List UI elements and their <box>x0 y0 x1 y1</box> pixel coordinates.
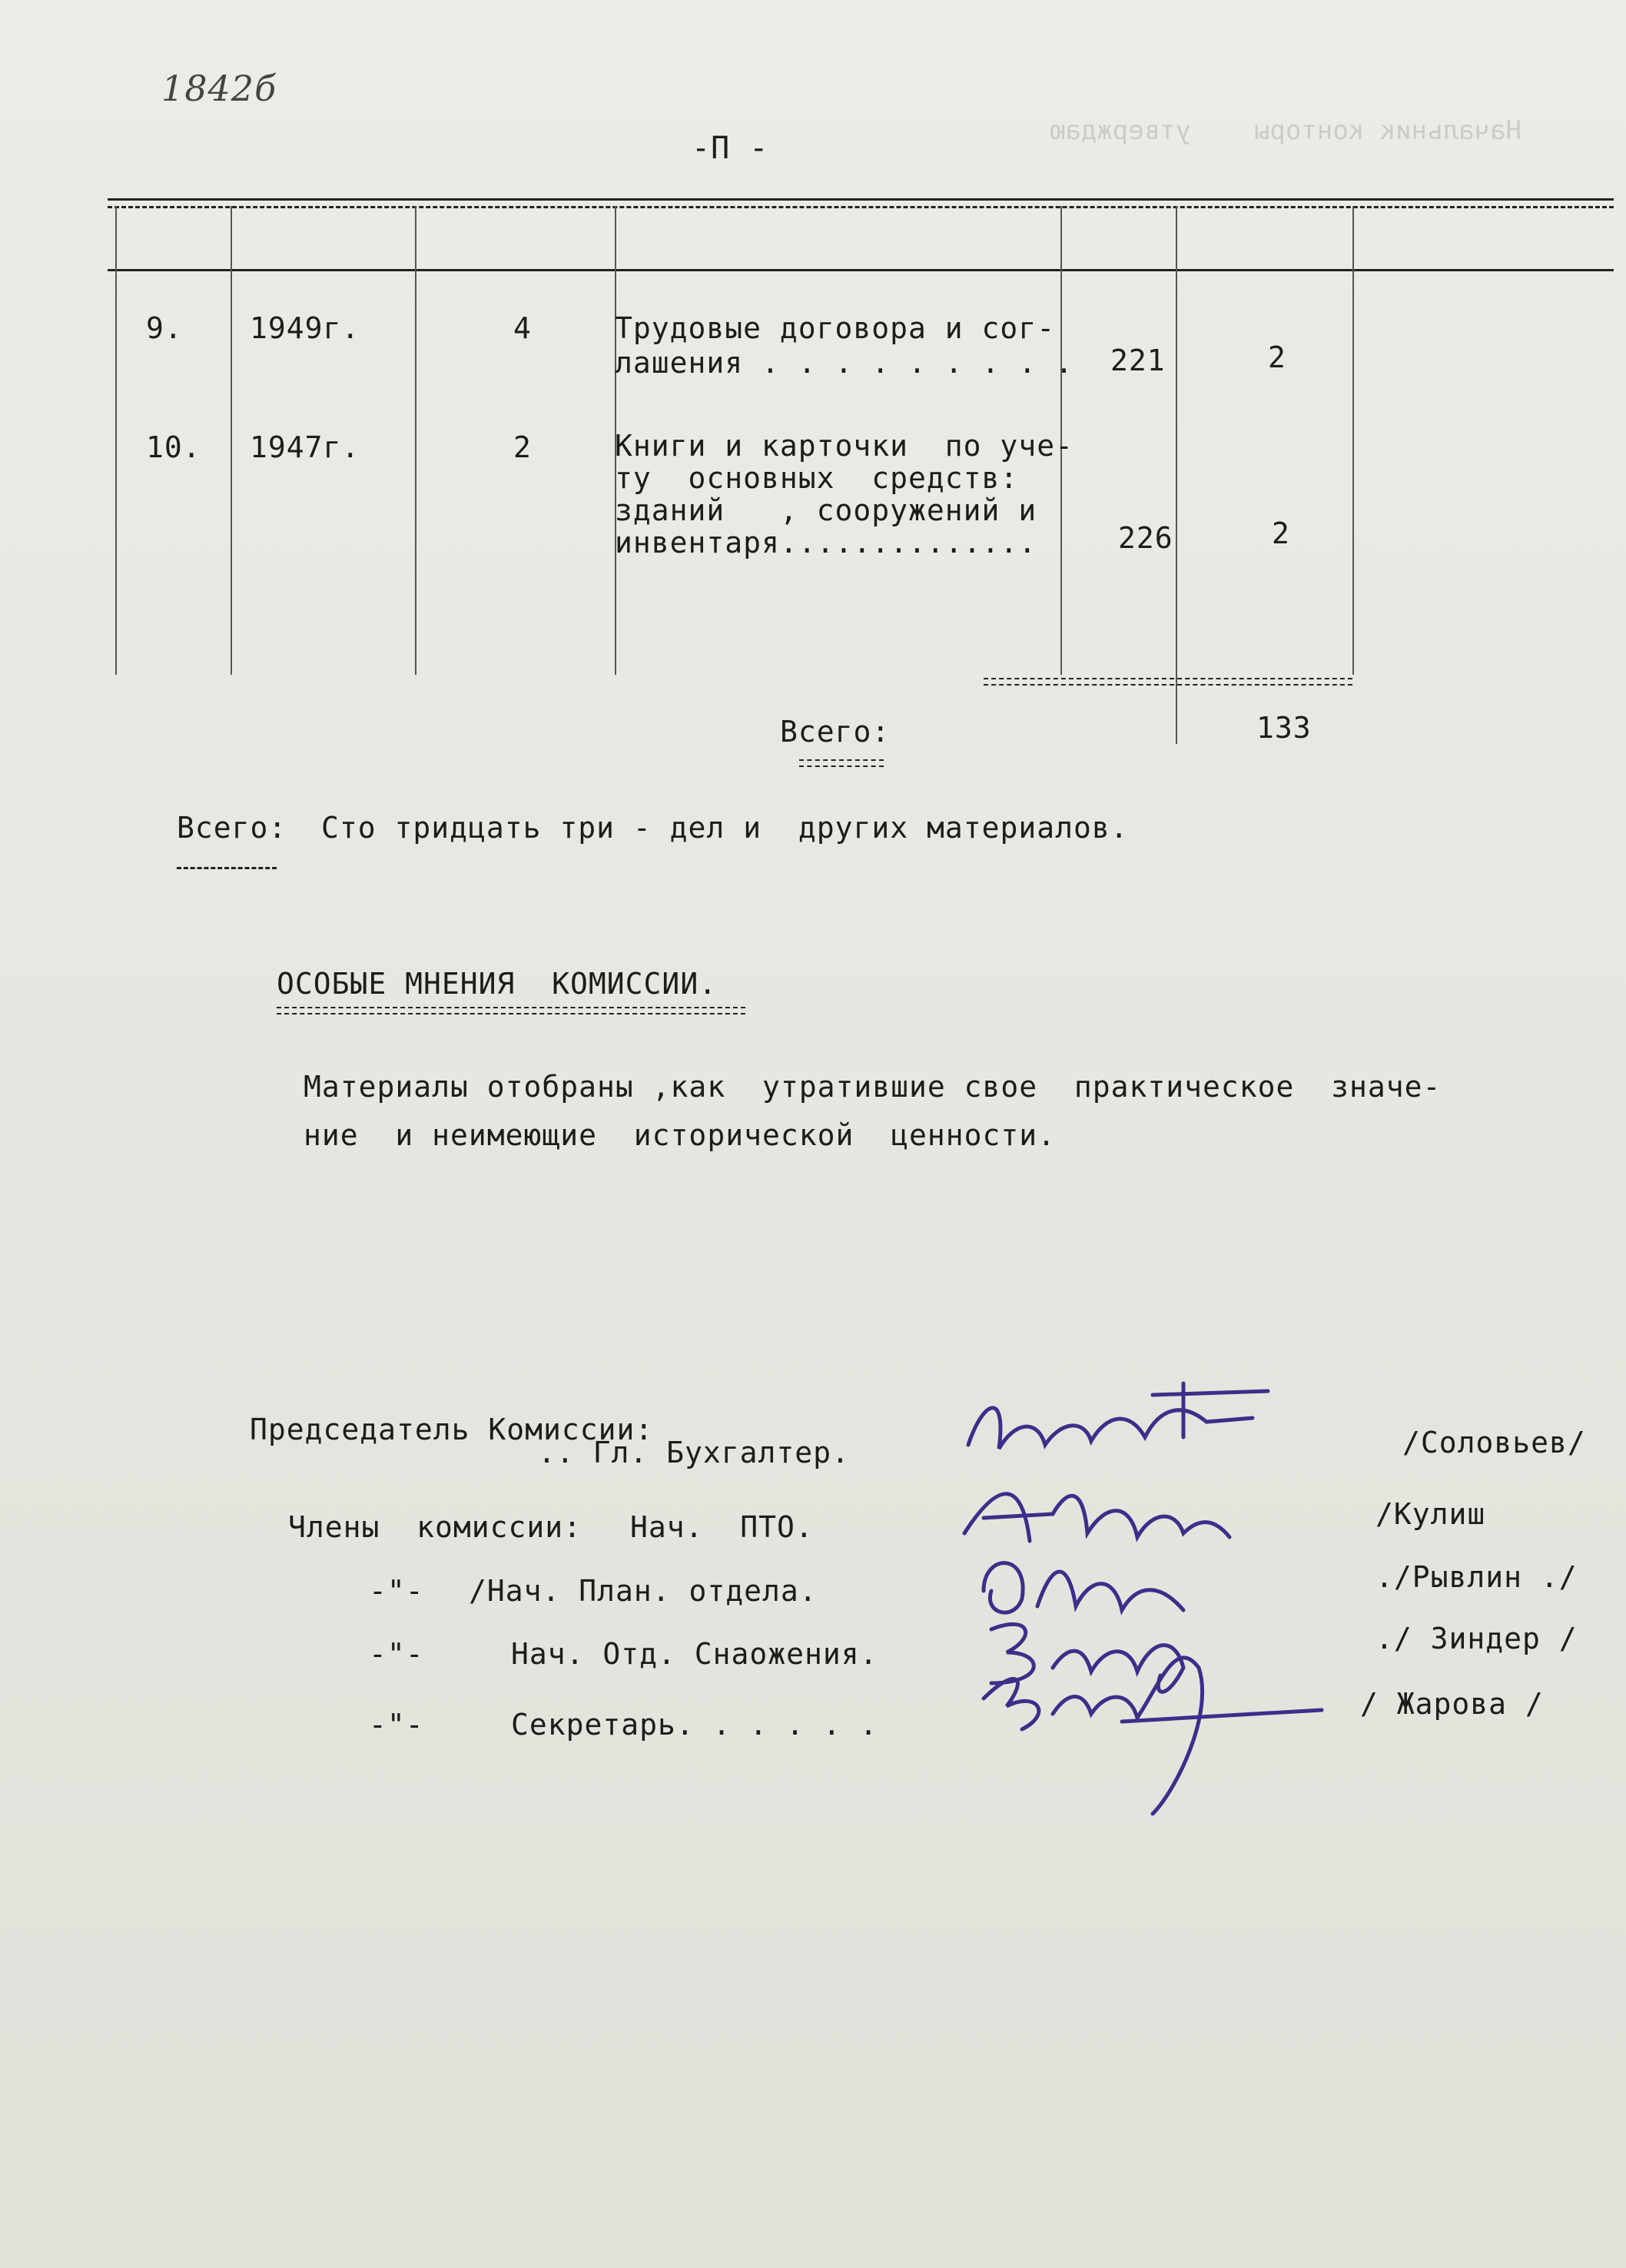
table-total-label: Всего: <box>780 715 891 749</box>
row-title-cont: лашения . . . . . . . . . <box>615 346 1073 380</box>
member-name: ./Рывлин ./ <box>1375 1560 1578 1594</box>
total-words-label: Всего: <box>177 811 287 845</box>
members-label: Члены комиссии: <box>288 1510 582 1544</box>
row-title-cont: ту основных средств: <box>615 461 1019 495</box>
row-qty: 2 <box>1272 516 1290 550</box>
row-year: 1947г. <box>250 430 360 464</box>
row-count: 4 <box>513 311 532 345</box>
row-number: 9. <box>146 311 183 345</box>
row-number: 10. <box>146 430 201 464</box>
row-title-cont: зданий , сооружений и <box>615 493 1037 527</box>
row-title: Книги и карточки по уче- <box>615 429 1073 463</box>
row-title: Трудовые договора и сог- <box>615 311 1056 345</box>
table-total-value: 133 <box>1256 711 1312 745</box>
row-title-cont: инвентаря.............. <box>615 526 1037 560</box>
member-role: Нач. Отд. Снаожения. <box>511 1637 878 1671</box>
special-opinions-heading: ОСОБЫЕ МНЕНИЯ КОМИССИИ. <box>277 967 718 1001</box>
row-qty: 2 <box>1268 340 1286 374</box>
row-count: 2 <box>513 430 532 464</box>
page-number: -П - <box>692 131 769 166</box>
row-page: 221 <box>1110 344 1166 377</box>
member-role: /Нач. План. отдела. <box>469 1574 818 1608</box>
member-role: Секретарь. . . . . . <box>511 1708 878 1742</box>
bleed-through-text: Начальник конторы утверждаю <box>1049 115 1521 146</box>
signature-chair-icon <box>953 1376 1276 1476</box>
special-opinions-line: ние и неимеющие исторической ценности. <box>304 1118 1056 1152</box>
member-name: ./ Зиндер / <box>1375 1622 1578 1655</box>
chair-name: /Соловьев/ <box>1402 1426 1586 1459</box>
member-name: /Кулиш <box>1375 1497 1486 1531</box>
signature-member-icon <box>968 1622 1337 1821</box>
member-role: Нач. ПТО. <box>630 1510 814 1544</box>
row-page: 226 <box>1118 521 1173 555</box>
ditto-mark: -"- <box>369 1574 424 1608</box>
chair-role: .. Гл. Бухгалтер. <box>538 1436 850 1469</box>
row-year: 1949г. <box>250 311 360 345</box>
ditto-mark: -"- <box>369 1708 424 1742</box>
special-opinions-line: Материалы отобраны ,как утратившие свое практическое значе- <box>304 1070 1442 1104</box>
chair-label: Председатель Комиссии: <box>250 1413 654 1446</box>
archive-mark: 1842б <box>161 68 277 109</box>
ditto-mark: -"- <box>369 1637 424 1671</box>
total-words-value: Сто тридцать три - дел и других материалов. <box>321 811 1129 845</box>
member-name: / Жарова / <box>1360 1687 1544 1721</box>
